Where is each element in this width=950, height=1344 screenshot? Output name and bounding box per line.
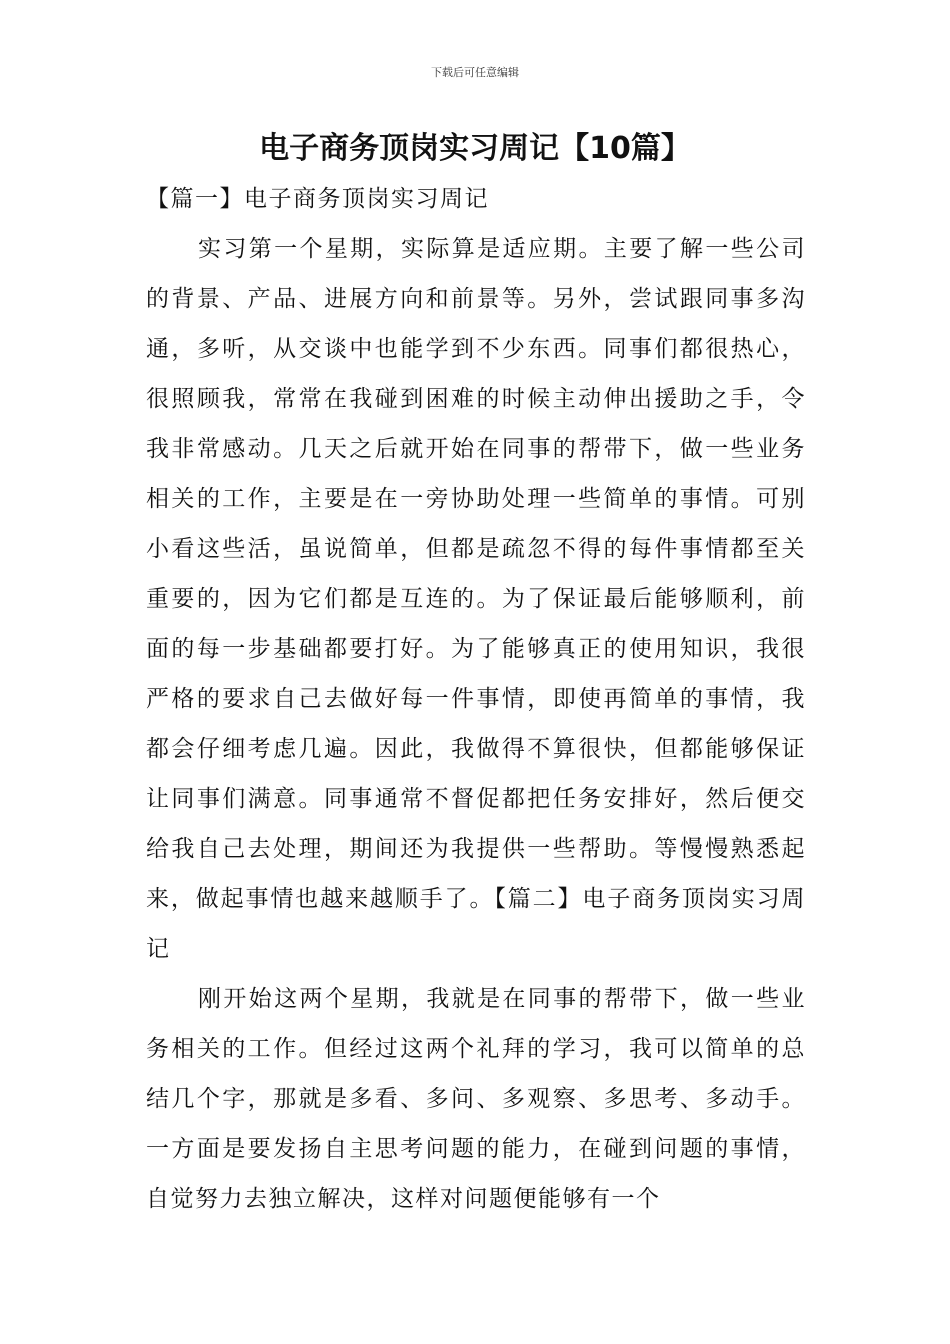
section-paragraph-2: 刚开始这两个星期，我就是在同事的帮带下，做一些业务相关的工作。但经过这两个礼拜的学习，我可以简单的总结几个字，那就是多看、多问、多观察、多思考、多动手。一方面是要发扬自主思考问题的能力，在碰到问题的事情，自觉努力去独立解决，这样对问题便能够有一个 bbox=[146, 986, 806, 1212]
document-title: 电子商务顶岗实习周记【10篇】 bbox=[259, 131, 691, 166]
section-heading-1: 【篇一】电子商务顶岗实习周记 bbox=[146, 186, 489, 212]
section-paragraph-1 bbox=[146, 224, 806, 974]
document-body bbox=[146, 174, 806, 1224]
section-paragraph-1-text: 实习第一个星期，实际算是适应期。主要了解一些公司的背景、产品、进展方向和前景等。另外，尝试跟同事多沟通，多听，从交谈中也能学到不少东西。同事们都很热心，很照顾我，常常在我碰到困难的时候主动伸出援助之手，令我非常感动。几天之后就开始在同事的帮带下，做一些业务相关的工作，主要是在一旁协助处理一些简单的事情。可别小看这些活，虽说简单，但都是疏忽不得的每件事情都至关重要的，因为它们都是互连的。为了保证最后能够顺利，前面的每一步基础都要打好。为了能够真正的使用知识，我很严格的要求自己去做好每一件事情，即使再简单的事情，我都会仔细考虑几遍。因此，我做得不算很快，但都能够保证让同事们满意。同事通常不督促都把任务安排好，然后便交给我自己去处理，期间还为我提供一些帮助。等慢慢熟悉起来，做起事情也越来越顺手了。 bbox=[146, 236, 806, 912]
section-heading-2: 【篇二】电子商务顶岗实习周记 bbox=[146, 886, 807, 962]
header-note: 下载后可任意编辑 bbox=[431, 66, 519, 79]
